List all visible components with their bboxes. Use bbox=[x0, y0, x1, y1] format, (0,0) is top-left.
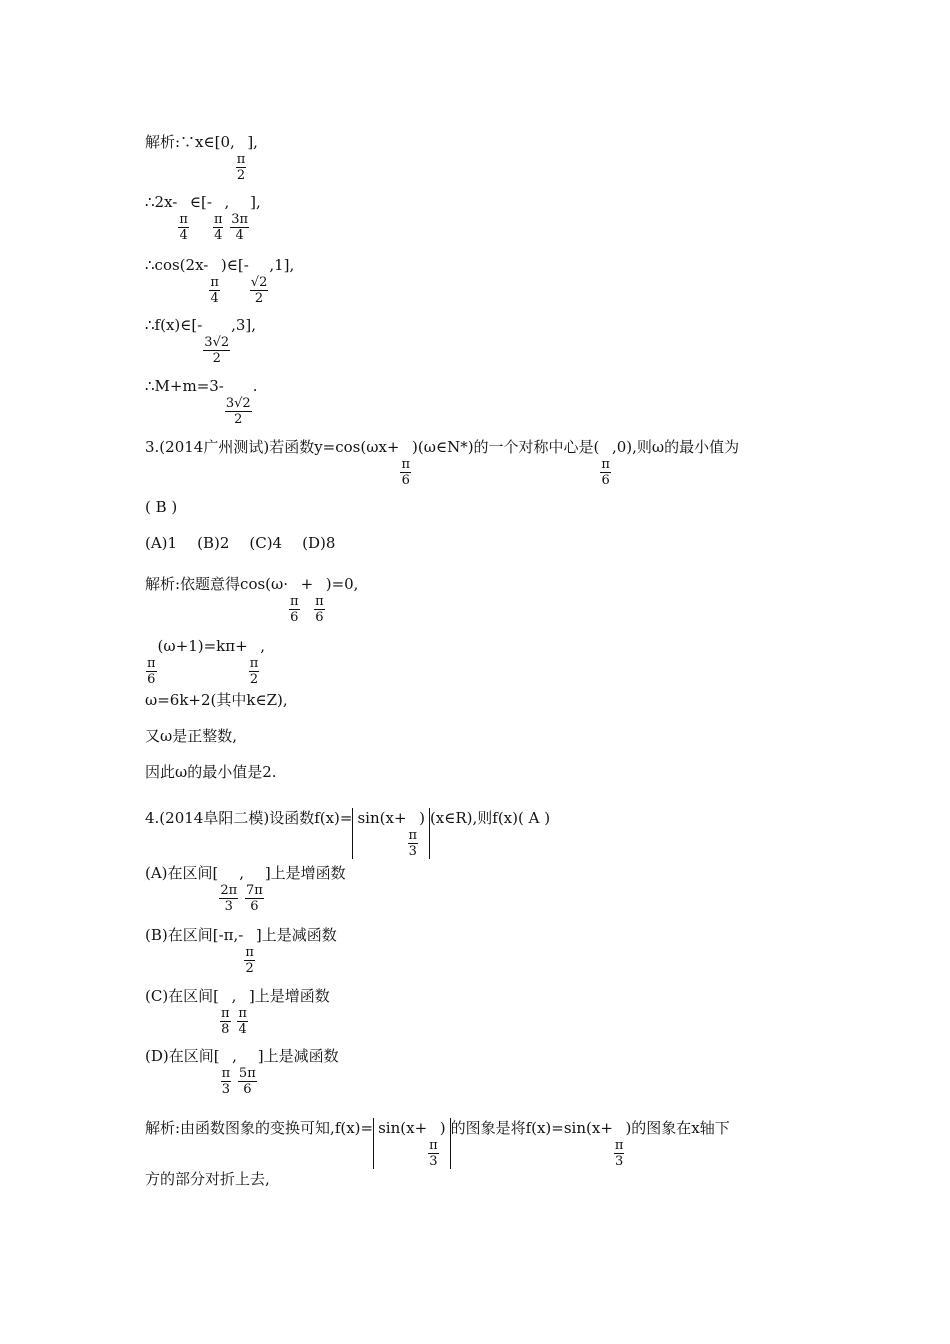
text: ]上是增函数 bbox=[248, 987, 330, 1005]
denominator: 4 bbox=[210, 291, 219, 306]
solution-3-line-4: 又ω是正整数, bbox=[145, 727, 238, 745]
numerator: π bbox=[179, 212, 188, 227]
denominator: 4 bbox=[235, 228, 244, 243]
numerator: π bbox=[147, 656, 156, 671]
denominator: 6 bbox=[315, 610, 324, 625]
numerator: 3π bbox=[231, 212, 249, 227]
text: 3.(2014广州测试)若函数y=cos(ωx+ bbox=[145, 438, 400, 456]
text: ]上是减函数 bbox=[255, 926, 337, 944]
numerator: π bbox=[614, 1138, 624, 1153]
denominator: 4 bbox=[214, 228, 223, 243]
numerator: π bbox=[210, 275, 219, 290]
text: . bbox=[252, 377, 258, 395]
option-b: (B)2 bbox=[197, 534, 230, 552]
text: )(ω∈N*)的一个对称中心是( bbox=[412, 438, 600, 456]
denominator: 2 bbox=[245, 961, 254, 976]
text: ∴f(x)∈[- bbox=[145, 316, 203, 334]
text: 解析:依题意得cos(ω· bbox=[145, 575, 289, 593]
text: ∴M+m=3- bbox=[145, 377, 224, 395]
solution-line-1 bbox=[145, 132, 258, 183]
question-3-options bbox=[145, 533, 335, 553]
text: ∴2x- bbox=[145, 193, 178, 211]
absolute-value bbox=[352, 808, 429, 859]
numerator: π bbox=[429, 1138, 438, 1153]
option-d-line bbox=[145, 1046, 339, 1097]
numerator: π bbox=[401, 457, 411, 472]
fraction bbox=[221, 1066, 232, 1097]
question-3 bbox=[145, 437, 739, 488]
text: 4.(2014阜阳二模)设函数f(x)= bbox=[145, 809, 353, 827]
denominator: 6 bbox=[250, 899, 259, 914]
text: (D)在区间[ bbox=[145, 1047, 220, 1065]
text: sin(x+ bbox=[357, 809, 407, 827]
numerator: 7π bbox=[246, 883, 263, 898]
text: , bbox=[232, 1047, 237, 1065]
text: ]上是减函数 bbox=[257, 1047, 339, 1065]
denominator: 6 bbox=[401, 473, 410, 488]
fraction bbox=[230, 212, 249, 243]
fraction bbox=[289, 594, 300, 625]
denominator: 3 bbox=[429, 1154, 438, 1169]
text: ,0),则ω的最小值为 bbox=[611, 438, 740, 456]
text: ], bbox=[247, 133, 258, 151]
denominator: 3 bbox=[224, 899, 233, 914]
text: )∈[- bbox=[220, 256, 249, 274]
text: 解析:∵x∈[0, bbox=[145, 133, 235, 151]
text: (B)在区间[-π,- bbox=[145, 926, 244, 944]
fraction bbox=[209, 275, 220, 306]
numerator: 5π bbox=[238, 1066, 256, 1081]
fraction bbox=[249, 656, 260, 687]
solution-line-5 bbox=[145, 376, 257, 427]
question-4 bbox=[145, 808, 550, 859]
fraction bbox=[146, 656, 157, 687]
solution-3-line-1 bbox=[145, 574, 358, 625]
denominator: 3 bbox=[615, 1154, 624, 1169]
text: + bbox=[300, 575, 314, 593]
fraction bbox=[314, 594, 325, 625]
fraction bbox=[400, 457, 411, 488]
numerator: π bbox=[290, 594, 299, 609]
text: ) bbox=[439, 1119, 446, 1137]
text: )的图象在x轴下 bbox=[625, 1119, 730, 1137]
option-b-line bbox=[145, 925, 337, 976]
text: )=0, bbox=[325, 575, 359, 593]
denominator: 4 bbox=[238, 1022, 247, 1037]
denominator: 6 bbox=[243, 1082, 252, 1097]
text: , bbox=[260, 637, 266, 655]
denominator: 6 bbox=[290, 610, 299, 625]
text: sin(x+ bbox=[378, 1119, 428, 1137]
numerator: 3√2 bbox=[204, 335, 230, 350]
fraction bbox=[408, 828, 419, 859]
solution-line-4 bbox=[145, 315, 256, 366]
denominator: 2 bbox=[212, 351, 221, 366]
fraction bbox=[245, 883, 264, 914]
text: (ω+1)=kπ+ bbox=[157, 637, 248, 655]
option-d: (D)8 bbox=[302, 534, 336, 552]
numerator: π bbox=[213, 212, 223, 227]
text: 解析:由函数图象的变换可知,f(x)= bbox=[145, 1119, 374, 1137]
text: , bbox=[224, 193, 230, 211]
question-3-answer: ( B ) bbox=[145, 498, 178, 516]
numerator: π bbox=[221, 1006, 230, 1021]
denominator: 6 bbox=[601, 473, 610, 488]
numerator: π bbox=[408, 828, 418, 843]
fraction bbox=[213, 212, 224, 243]
text: ], bbox=[250, 193, 261, 211]
fraction bbox=[219, 883, 238, 914]
text: ∈[- bbox=[189, 193, 212, 211]
option-c-line bbox=[145, 986, 330, 1037]
numerator: π bbox=[238, 1006, 247, 1021]
option-c: (C)4 bbox=[249, 534, 283, 552]
text: ∴cos(2x- bbox=[145, 256, 209, 274]
fraction bbox=[600, 457, 611, 488]
solution-line-2 bbox=[145, 192, 261, 243]
text: (C)在区间[ bbox=[145, 987, 220, 1005]
numerator: √2 bbox=[250, 275, 268, 290]
numerator: π bbox=[249, 656, 259, 671]
fraction bbox=[236, 152, 247, 183]
text: 的图象是将f(x)=sin(x+ bbox=[450, 1119, 613, 1137]
solution-4-line-2: 方的部分对折上去, bbox=[145, 1170, 270, 1188]
text: (A)在区间[ bbox=[145, 864, 219, 882]
numerator: π bbox=[315, 594, 324, 609]
fraction bbox=[428, 1138, 439, 1169]
denominator: 2 bbox=[236, 168, 246, 183]
solution-3-line-5: 因此ω的最小值是2. bbox=[145, 763, 277, 781]
fraction bbox=[244, 945, 255, 976]
denominator: 4 bbox=[179, 228, 188, 243]
fraction bbox=[614, 1138, 625, 1169]
solution-3-line-3: ω=6k+2(其中k∈Z), bbox=[145, 691, 288, 709]
numerator: π bbox=[245, 945, 254, 960]
text: , bbox=[239, 864, 244, 882]
denominator: 2 bbox=[254, 291, 264, 306]
solution-3-line-2 bbox=[145, 636, 265, 687]
text: ) bbox=[419, 809, 425, 827]
denominator: 2 bbox=[234, 412, 243, 427]
text: ]上是增函数 bbox=[264, 864, 346, 882]
numerator: π bbox=[236, 152, 246, 167]
denominator: 6 bbox=[147, 672, 156, 687]
fraction bbox=[178, 212, 189, 243]
text: ,3], bbox=[231, 316, 257, 334]
numerator: 2π bbox=[220, 883, 238, 898]
denominator: 3 bbox=[221, 1082, 230, 1097]
fraction bbox=[220, 1006, 231, 1037]
text: , bbox=[231, 987, 237, 1005]
text: ,1], bbox=[269, 256, 295, 274]
text: (x∈R),则f(x)( A ) bbox=[429, 809, 551, 827]
option-a-line bbox=[145, 863, 346, 914]
fraction bbox=[237, 1006, 248, 1037]
numerator: π bbox=[221, 1066, 231, 1081]
solution-4-line-1 bbox=[145, 1118, 730, 1169]
solution-line-3 bbox=[145, 255, 294, 306]
fraction bbox=[203, 335, 230, 366]
denominator: 2 bbox=[249, 672, 259, 687]
numerator: 3√2 bbox=[225, 396, 251, 411]
denominator: 8 bbox=[221, 1022, 230, 1037]
fraction bbox=[250, 275, 269, 306]
denominator: 3 bbox=[408, 844, 417, 859]
fraction bbox=[238, 1066, 257, 1097]
numerator: π bbox=[601, 457, 610, 472]
option-a: (A)1 bbox=[145, 534, 178, 552]
fraction bbox=[225, 396, 252, 427]
absolute-value bbox=[373, 1118, 450, 1169]
